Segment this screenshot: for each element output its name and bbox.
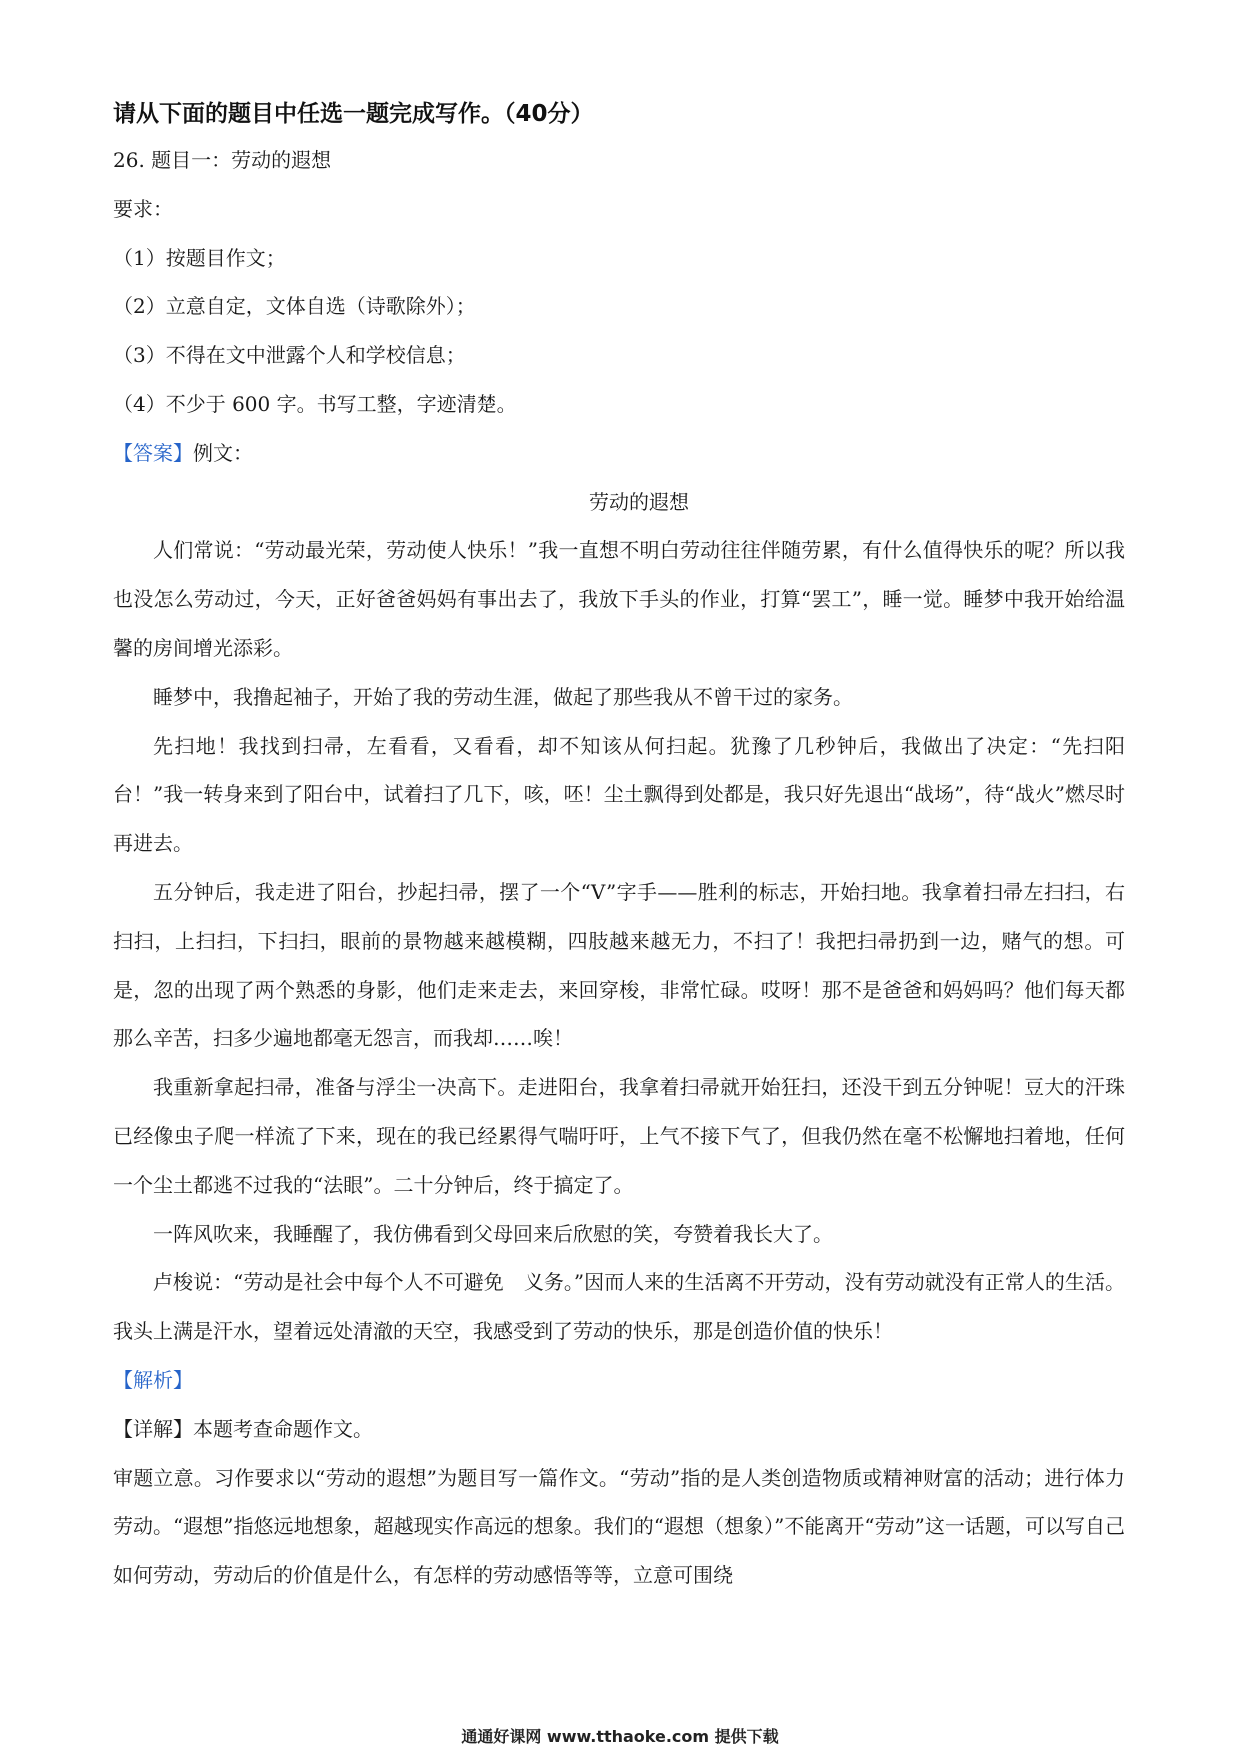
analysis-detail-label: 【详解】本题考查命题作文。 [113,1416,373,1441]
essay-paragraph: 一阵风吹来，我睡醒了，我仿佛看到父母回来后欣慰的笑，夸赞着我长大了。 [153,1221,833,1246]
requirement-item: （1）按题目作文； [113,245,286,270]
answer-line [113,429,1125,478]
answer-tag: 【答案】 [113,440,193,465]
section-heading: 请从下面的题目中任选一题完成写作。（40分） [113,101,594,127]
requirement-item: （2）立意自定，文体自选（诗歌除外）； [113,294,476,319]
analysis-tag: 【解析】 [113,1367,193,1392]
essay-paragraph: 五分钟后，我走进了阳台，抄起扫帚，摆了一个“V”字手——胜利的标志，开始扫地。我拿着扫帚左扫扫，右扫扫，上扫扫，下扫扫，眼前的景物越来越模糊，四肢越来越无力，不扫了！我把扫帚扔到一边，赌气的想。可是，忽的出现了两个熟悉的身影，他们走来走去，来回穿梭，非常忙碌。哎呀！那不是爸爸和妈妈吗？他们每天都那么辛苦，扫多少遍地都毫无怨言，而我却……唉！ [113,879,1125,1051]
requirement-item: （4）不少于 600 字。书写工整，字迹清楚。 [113,391,517,416]
page-footer: 通通好课网 www.tthaoke.com 提供下载 [461,1727,779,1746]
essay-title: 劳动的遐想 [589,489,689,514]
requirement-item: （3）不得在文中泄露个人和学校信息； [113,343,466,368]
essay-paragraph: 卢梭说：“劳动是社会中每个人不可避免 义务。”因而人来的生活离不开劳动，没有劳动就没有正常人的生活。我头上满是汗水，望着远处清澈的天空，我感受到了劳动的快乐，那是创造价值的快乐！ [113,1270,1125,1344]
answer-intro: 例文： [193,440,253,465]
question-label: 26. 题目一：劳动的遐想 [113,148,332,172]
requirements-label: 要求： [113,196,173,221]
essay-paragraph: 先扫地！我找到扫帚，左看看，又看看，却不知该从何扫起。犹豫了几秒钟后，我做出了决定：“先扫阳台！”我一转身来到了阳台中，试着扫了几下，咳，呸！尘土飘得到处都是，我只好先退出“战场”，待“战火”燃尽时再进去。 [113,733,1125,856]
essay-paragraph: 睡梦中，我撸起袖子，开始了我的劳动生涯，做起了那些我从不曾干过的家务。 [153,684,853,709]
essay-paragraph: 人们常说：“劳动最光荣，劳动使人快乐！”我一直想不明白劳动往往伴随劳累，有什么值得快乐的呢？所以我也没怎么劳动过，今天，正好爸爸妈妈有事出去了，我放下手头的作业，打算“罢工”，睡一觉。睡梦中我开始给温馨的房间增光添彩。 [113,538,1125,660]
analysis-text: 审题立意。习作要求以“劳动的遐想”为题目写一篇作文。“劳动”指的是人类创造物质或精神财富的活动；进行体力劳动。“遐想”指悠远地想象，超越现实作高远的想象。我们的“遐想（想象）”不能离开“劳动”这一话题，可以写自己如何劳动，劳动后的价值是什么，有怎样的劳动感悟等等，立意可围绕 [113,1465,1125,1588]
question-block [113,136,1125,1600]
essay-paragraph: 我重新拿起扫帚，准备与浮尘一决高下。走进阳台，我拿着扫帚就开始狂扫，还没干到五分钟呢！豆大的汗珠已经像虫子爬一样流了下来，现在的我已经累得气喘吁吁，上气不接下气了，但我仍然在毫不松懈地扫着地，任何一个尘土都逃不过我的“法眼”。二十分钟后，终于搞定了。 [113,1075,1125,1197]
